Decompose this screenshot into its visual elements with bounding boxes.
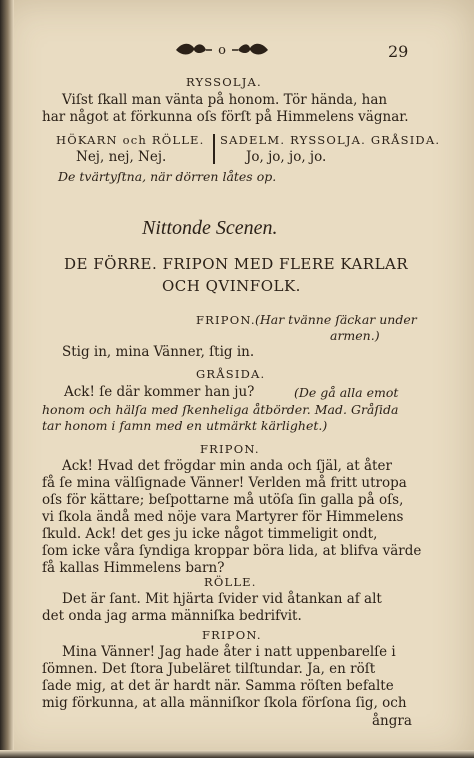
stage-direction-2b: armen.): [330, 328, 380, 343]
speaker-fripon-2: FRIPON.: [200, 442, 260, 456]
text-line-12: Det är ſant. Mit hjärta ſvider vid åtankan af alt: [62, 591, 382, 607]
text-chorus-yes: Jo, jo, jo, jo.: [246, 149, 327, 165]
text-line-9: ſkuld. Ack! det ges ju icke något timmeligit ondt,: [42, 526, 378, 542]
speaker-grasida: GRÅSIDA.: [196, 367, 266, 381]
ornament-flourish-icon: [172, 38, 272, 58]
text-line-5: Ack! Hvad det frögdar min anda och ſjäl, at åter: [62, 458, 392, 474]
text-line-8: vi ſkola ändå med nöje vara Martyrer för Himmelens: [42, 509, 404, 525]
text-line-16: ſade mig, at det är hardt när. Samma röſten befalte: [42, 678, 394, 694]
text-line-7: oſs för kättare; beſpottarne må utöſa ſin galla på oſs,: [42, 492, 404, 508]
text-line-1: Viſst ſkall man vänta på honom. Tör hända, han: [62, 92, 388, 108]
text-line-6: få ſe mina välſignade Vänner! Verlden må fritt utropa: [42, 475, 407, 491]
text-line-2: har något at förkunna oſs förſt på Himmelens vägnar.: [42, 109, 409, 125]
text-line-3: Stig in, mina Vänner, ſtig in.: [62, 344, 255, 360]
page-gutter: [0, 0, 14, 758]
stage-direction-3b: honom och hälſa med ſkenheliga åtbörder. Mad. Gråſida: [42, 402, 399, 417]
cast-line-1: DE FÖRRE. FRIPON MED FLERE KARLAR: [64, 255, 409, 273]
page-number: 29: [388, 42, 409, 61]
speaker-hokarn-rolle: HÖKARN och RÖLLE.: [56, 133, 205, 147]
page-bottom-edge: [0, 750, 474, 758]
text-line-11: få kallas Himmelens barn?: [42, 560, 225, 576]
speaker-fripon-3: FRIPON.: [202, 628, 262, 642]
chorus-divider: [213, 134, 215, 164]
stage-direction-3: (De gå alla emot: [294, 385, 399, 400]
speaker-chorus: SADELM. RYSSOLJA. GRÅSIDA.: [220, 133, 441, 147]
speaker-fripon: FRIPON.: [196, 313, 256, 327]
stage-direction-3c: tar honom i famn med en utmärkt kärlighet.): [42, 418, 328, 433]
scene-title: Nittonde Scenen.: [142, 217, 278, 239]
text-line-17: mig förkunna, at alla männiſkor ſkola förſona ſig, och: [42, 695, 407, 711]
stage-direction-1: De tvärtyſtna, när dörren låtes op.: [58, 169, 277, 184]
text-line-15: ſömnen. Det ſtora Jubeläret tilſtundar. Ja, en röſt: [42, 661, 376, 677]
speaker-rolle: RÖLLE.: [204, 575, 257, 589]
text-line-10: ſom icke våra ſyndiga kroppar böra lida, at blifva värde: [42, 543, 422, 559]
text-line-4: Ack! ſe där kommer han ju?: [64, 384, 255, 400]
cast-line-2: OCH QVINFOLK.: [162, 277, 301, 295]
text-line-13: det onda jag arma männiſka bedrifvit.: [42, 608, 302, 624]
text-chorus-no: Nej, nej, Nej.: [76, 149, 167, 165]
speaker-ryssolja: RYSSOLJA.: [186, 75, 262, 89]
ornament-center-glyph: o: [218, 43, 226, 58]
stage-direction-2: (Har tvänne ſäckar under: [255, 312, 417, 327]
catchword: ångra: [372, 713, 412, 729]
text-line-14: Mina Vänner! Jag hade åter i natt uppenbarelſe i: [62, 644, 396, 660]
